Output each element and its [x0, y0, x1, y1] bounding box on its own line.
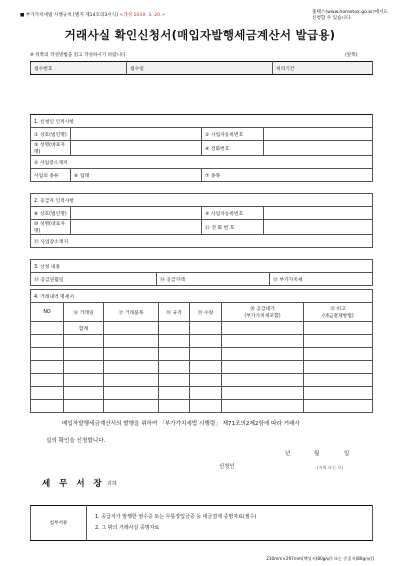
table-cell[interactable]	[222, 387, 304, 400]
request-section-label: 3. 신청 내용	[34, 264, 61, 270]
table-cell[interactable]	[64, 348, 104, 361]
table-cell[interactable]	[304, 387, 373, 400]
table-cell[interactable]	[190, 335, 222, 348]
tax-office-head: 세 무 서 장	[42, 479, 105, 489]
supplier-name-label: ⑧ 상호(법인명)	[31, 207, 71, 220]
supplier-regno-label: ⑨ 사업자등록번호	[202, 207, 264, 220]
table-cell[interactable]	[64, 374, 104, 387]
table-cell[interactable]	[222, 361, 304, 374]
request-table	[30, 259, 373, 286]
form-title: 거래사실 확인신청서(매입자발행세금계산서 발급용)	[64, 28, 336, 42]
applicant-regno-label: ② 사업자등록번호	[202, 128, 264, 141]
receipt-table	[30, 61, 373, 75]
table-cell[interactable]	[104, 387, 159, 400]
request-section-title	[31, 260, 373, 273]
applicant-phone-label: ④ 전화번호	[202, 141, 264, 156]
business-item-label: ⑦ 종목	[205, 173, 221, 179]
table-cell[interactable]	[222, 335, 304, 348]
applicant-section-label: 1. 신청인 인적사항	[34, 119, 75, 125]
supplier-phone-input[interactable]	[264, 220, 373, 235]
details-total-cell[interactable]	[190, 322, 222, 335]
supplier-rep-label: ⑩ 성명(대표자명)	[31, 220, 71, 235]
col-spec-header: ⑱ 규격	[159, 303, 190, 322]
table-cell[interactable]	[222, 348, 304, 361]
col-qty-header: ⑲ 수량	[190, 303, 222, 322]
table-cell[interactable]	[190, 400, 222, 413]
receipt-number-label: 접수번호	[34, 66, 53, 72]
online-notice-line1: 홈택스(www.hometax.go.kr)에서도	[312, 10, 388, 15]
supplier-regno-input[interactable]	[264, 207, 373, 220]
table-cell[interactable]	[31, 374, 64, 387]
business-item-field[interactable]	[202, 169, 373, 182]
processing-period-field[interactable]	[273, 62, 373, 75]
date-month-label: 월	[314, 451, 320, 457]
supply-date-field[interactable]	[31, 273, 157, 286]
form-reference	[20, 12, 165, 18]
supplier-name-input[interactable]	[71, 207, 202, 220]
table-cell[interactable]	[304, 361, 373, 374]
table-row	[31, 374, 373, 387]
details-total-cell[interactable]	[304, 322, 373, 335]
table-cell[interactable]	[64, 361, 104, 374]
table-cell[interactable]	[159, 348, 190, 361]
table-cell[interactable]	[222, 374, 304, 387]
details-total-cell[interactable]	[222, 322, 304, 335]
table-cell[interactable]	[159, 335, 190, 348]
vat-label: ⑮ 부가가치세	[273, 277, 303, 283]
paper-spec: 210mm×297mm[백상지(80g/㎡) 또는 중질지(80g/㎡)]	[266, 556, 374, 561]
table-cell[interactable]	[104, 361, 159, 374]
supplier-table	[30, 193, 373, 248]
table-cell[interactable]	[64, 387, 104, 400]
applicant-rep-input[interactable]	[71, 141, 202, 156]
signature-field[interactable]: (서명 또는 인)	[317, 465, 344, 470]
applicant-address-label: ⑤ 사업장소재지	[34, 160, 68, 166]
business-type-label: 사업의 종류	[31, 169, 71, 182]
table-cell[interactable]	[104, 348, 159, 361]
table-cell[interactable]	[304, 400, 373, 413]
table-cell[interactable]	[190, 361, 222, 374]
details-table	[30, 289, 373, 413]
col-date-header: ⑯ 거래일	[64, 303, 104, 322]
table-cell[interactable]	[31, 361, 64, 374]
supplier-address-field[interactable]	[31, 235, 373, 248]
applicant-address-field[interactable]	[31, 156, 373, 169]
table-cell[interactable]	[31, 400, 64, 413]
attachments-table	[30, 505, 373, 541]
supplier-section-label: 2. 공급자 인적사항	[34, 198, 75, 204]
details-total-cell[interactable]	[104, 322, 159, 335]
attachment-item-1: 1. 공급자가 발행한 영수증 또는 무통장입금증 등 대금결제 증명자료(필수)	[95, 514, 257, 520]
receipt-number-field[interactable]	[31, 62, 127, 75]
applicant-name-label: ① 상호(법인명)	[31, 128, 71, 141]
attachment-item-2: 2. 그 밖의 거래사실 증명자료	[95, 525, 160, 531]
front-side-label: (앞쪽)	[345, 53, 358, 58]
declaration-line2: 실의 확인을 신청합니다.	[46, 438, 106, 444]
details-section-label: 4. 거래내역 명세서	[34, 294, 75, 300]
col-supply-title: ⑳ 공급대가	[250, 307, 275, 312]
col-item-header: ⑰ 거래품목	[104, 303, 159, 322]
online-notice-line2: 신청할 수 있습니다.	[312, 16, 352, 22]
date-day-label: 일	[344, 451, 350, 457]
attachments-label: 첨부서류	[31, 506, 87, 541]
instruction-note: ※ 뒤쪽의 작성방법을 읽고 작성하시기 바랍니다.	[30, 53, 127, 58]
tax-office-suffix: 귀하	[107, 481, 117, 487]
table-cell[interactable]	[104, 374, 159, 387]
form-ref-text: ■ 부가가치세법 시행규칙 [별지 제14호의3서식]	[20, 13, 118, 18]
table-cell[interactable]	[159, 400, 190, 413]
supplier-address-label: ⑫ 사업장소재지	[34, 239, 69, 245]
col-supply-header	[222, 303, 304, 322]
attachments-list	[87, 506, 373, 541]
table-cell[interactable]	[190, 387, 222, 400]
col-remark-header	[304, 303, 373, 322]
supplier-rep-input[interactable]	[71, 220, 202, 235]
declaration-line1: 매입자발행세금계산서의 발행을 위하여 「부가가치세법 시행령」 제71조의2제2항에 따라 거래사	[62, 421, 300, 427]
date-year-label: 년	[285, 451, 291, 457]
table-cell[interactable]	[104, 400, 159, 413]
table-cell[interactable]	[190, 348, 222, 361]
table-cell[interactable]	[104, 335, 159, 348]
table-cell[interactable]	[31, 387, 64, 400]
table-row	[31, 400, 373, 413]
details-total-label: 합계	[64, 322, 104, 335]
col-remark-title: ㉑ 비고	[330, 307, 346, 312]
applicant-name-input[interactable]	[71, 128, 202, 141]
table-cell[interactable]	[304, 374, 373, 387]
applicant-table	[30, 114, 373, 182]
business-category-label: ⑥ 업태	[74, 173, 90, 179]
table-cell[interactable]	[64, 400, 104, 413]
applicant-phone-input[interactable]	[264, 141, 373, 156]
table-row	[31, 361, 373, 374]
table-row	[31, 335, 373, 348]
supplier-section-title	[31, 194, 373, 207]
table-cell[interactable]	[222, 400, 304, 413]
applicant-rep-label: ③ 성명(대표자명)	[31, 141, 71, 156]
table-cell[interactable]	[31, 348, 64, 361]
table-cell[interactable]	[304, 348, 373, 361]
col-remark-subtitle: (대금결제방법)	[322, 314, 354, 319]
table-cell[interactable]	[190, 374, 222, 387]
col-supply-subtitle: (부가가치세포함)	[244, 314, 281, 319]
details-section-title	[31, 290, 373, 303]
applicant-section-title	[31, 115, 373, 128]
table-row	[31, 348, 373, 361]
receipt-date-label: 접수일	[130, 66, 144, 72]
details-total-no[interactable]	[31, 322, 64, 335]
supply-price-field[interactable]	[157, 273, 270, 286]
applicant-regno-input[interactable]	[264, 128, 373, 141]
supplier-phone-label: ⑪ 전 화 번 호	[202, 220, 264, 235]
online-notice	[312, 10, 388, 23]
table-cell[interactable]	[304, 335, 373, 348]
vat-field[interactable]	[270, 273, 373, 286]
table-row	[31, 387, 373, 400]
receipt-date-field[interactable]	[127, 62, 273, 75]
processing-period-label: 처리기간	[276, 66, 295, 72]
table-cell[interactable]	[31, 335, 64, 348]
table-cell[interactable]	[159, 374, 190, 387]
supply-price-label: ⑭ 공급가액	[160, 277, 185, 283]
table-cell[interactable]	[64, 335, 104, 348]
amended-date: <개정 2019. 3. 20.>	[119, 13, 166, 18]
business-category-field[interactable]	[71, 169, 202, 182]
applicant-signer-label: 신청인	[219, 464, 235, 470]
table-cell[interactable]	[159, 387, 190, 400]
details-total-cell[interactable]	[159, 322, 190, 335]
col-no-header: NO	[31, 303, 64, 322]
supply-date-label: ⑬ 공급연월일	[34, 277, 64, 283]
table-cell[interactable]	[159, 361, 190, 374]
